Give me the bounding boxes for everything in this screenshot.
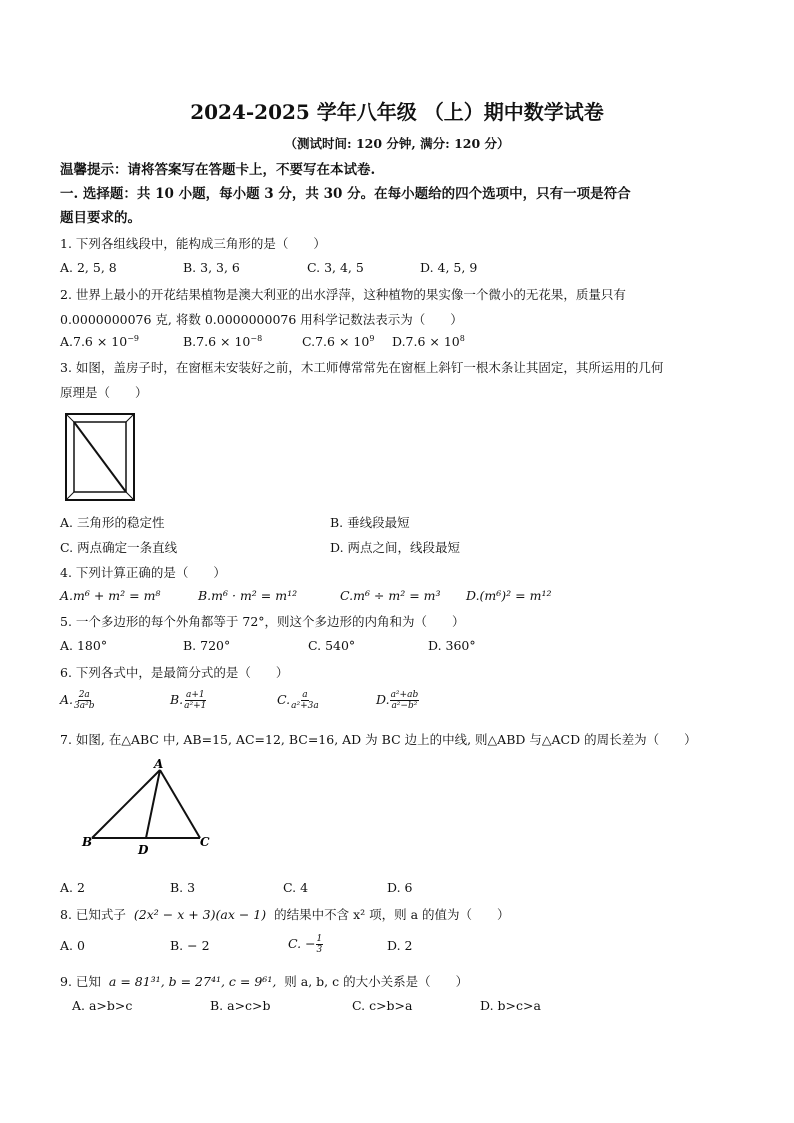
q1-option-d: D. 4, 5, 9 — [420, 260, 478, 275]
q8-option-b: B. − 2 — [170, 938, 210, 953]
q3-option-a: A. 三角形的稳定性 — [60, 515, 165, 530]
q5-stem: 5. 一个多边形的每个外角都等于 72°，则这个多边形的内角和为（ ） — [60, 614, 465, 629]
q2-option-d: $D.7.6 \times 10^8$ — [392, 334, 465, 350]
q9-stem: 9. 已知 a = 81³¹, b = 27⁴¹, c = 9⁶¹, 则 a, b, c 的大小关系是（ ） — [60, 974, 469, 989]
q2-option-c: $C.7.6 \times 10^9$ — [302, 334, 375, 350]
page-subtitle: （测试时间: 120 分钟, 满分: 120 分） — [284, 136, 510, 151]
q2-option-b: $B.7.6 \times 10^{-8}$ — [183, 334, 263, 350]
q9-option-a: A. a>b>c — [72, 998, 133, 1013]
q3-line1: 3. 如图，盖房子时，在窗框未安装好之前，木工师傅常常先在窗框上斜钉一根木条让其固定，其所运用的几何 — [60, 360, 664, 375]
q4-option-a: A.m⁶ + m² = m⁸ — [60, 588, 161, 603]
q7-option-c: C. 4 — [283, 880, 309, 895]
q6-option-d: D. $\frac{\text{a²+ab}}{\text{a²−b²}}$ — [376, 690, 419, 711]
section-heading-line1: 一. 选择题：共 10 小题，每小题 3 分，共 30 分。在每小题给的四个选项中，只有一项是符合 — [60, 186, 631, 202]
q5-option-b: B. 720° — [183, 638, 231, 653]
q3-option-d: D. 两点之间，线段最短 — [330, 540, 461, 555]
point-d-label: D — [138, 843, 149, 857]
q4-option-d: D.(m⁶)² = m¹² — [466, 588, 552, 603]
q5-option-d: D. 360° — [428, 638, 476, 653]
q7-option-b: B. 3 — [170, 880, 196, 895]
q8-option-d: D. 2 — [387, 938, 413, 953]
q8-stem: 8. 已知式子 (2x² − x + 3)(ax − 1) 的结果中不含 x² 项，则 a 的值为（ ） — [60, 907, 510, 922]
q2-option-a: $A.7.6 \times 10^{-9}$ — [60, 334, 140, 350]
q1-option-b: B. 3, 3, 6 — [183, 260, 240, 275]
page-title: 2024-2025 学年八年级 （上）期中数学试卷 — [190, 100, 604, 124]
q4-stem: 4. 下列计算正确的是（ ） — [60, 565, 226, 580]
notice: 温馨提示：请将答案写在答题卡上，不要写在本试卷. — [60, 162, 376, 178]
q2-line2: 0.0000000076 克, 将数 0.0000000076 用科学记数法表示为（ ） — [60, 312, 463, 327]
q6-option-b: B. $\frac{a+1}{\text{a²+1}}$ — [170, 690, 207, 711]
q3-line2: 原理是（ ） — [60, 385, 148, 400]
q7-stem: 7. 如图, 在△ABC 中, AB=15, AC=12, BC=16, AD 为 BC 边上的中线, 则△ABD 与△ACD 的周长差为（ ） — [60, 732, 697, 747]
q3-option-b: B. 垂线段最短 — [330, 515, 410, 530]
q6-option-c: C. $\frac{a}{\text{a²+3a}}$ — [277, 690, 319, 711]
q1-option-c: C. 3, 4, 5 — [307, 260, 364, 275]
q9-option-d: D. b>c>a — [480, 998, 541, 1013]
q8-option-a: A. 0 — [60, 938, 85, 953]
vertex-c-label: C — [200, 835, 210, 849]
q5-option-a: A. 180° — [60, 638, 108, 653]
q6-option-a: A. $\frac{2a}{\text{3a²b}}$ — [60, 690, 95, 711]
q7-option-d: D. 6 — [387, 880, 413, 895]
window-frame-figure — [64, 412, 136, 502]
q1-stem: 1. 下列各组线段中，能构成三角形的是（ ） — [60, 236, 326, 251]
q2-line1: 2. 世界上最小的开花结果植物是澳大利亚的出水浮萍，这种植物的果实像一个微小的无花果，质量只有 — [60, 287, 626, 302]
q4-option-c: C.m⁶ ÷ m² = m³ — [340, 588, 441, 603]
q5-option-c: C. 540° — [308, 638, 356, 653]
q9-option-b: B. a>c>b — [210, 998, 271, 1013]
q7-option-a: A. 2 — [60, 880, 85, 895]
q9-option-c: C. c>b>a — [352, 998, 413, 1013]
q8-option-c: C. − $\frac{1}{3}$ — [288, 934, 323, 955]
vertex-a-label: A — [154, 757, 164, 771]
q4-option-b: B.m⁶ · m² = m¹² — [198, 588, 298, 603]
q1-option-a: A. 2, 5, 8 — [60, 260, 117, 275]
q6-stem: 6. 下列各式中，是最简分式的是（ ） — [60, 665, 289, 680]
vertex-b-label: B — [82, 835, 93, 849]
triangle-figure — [80, 756, 220, 866]
q3-option-c: C. 两点确定一条直线 — [60, 540, 178, 555]
section-heading-line2: 题目要求的。 — [60, 210, 141, 226]
